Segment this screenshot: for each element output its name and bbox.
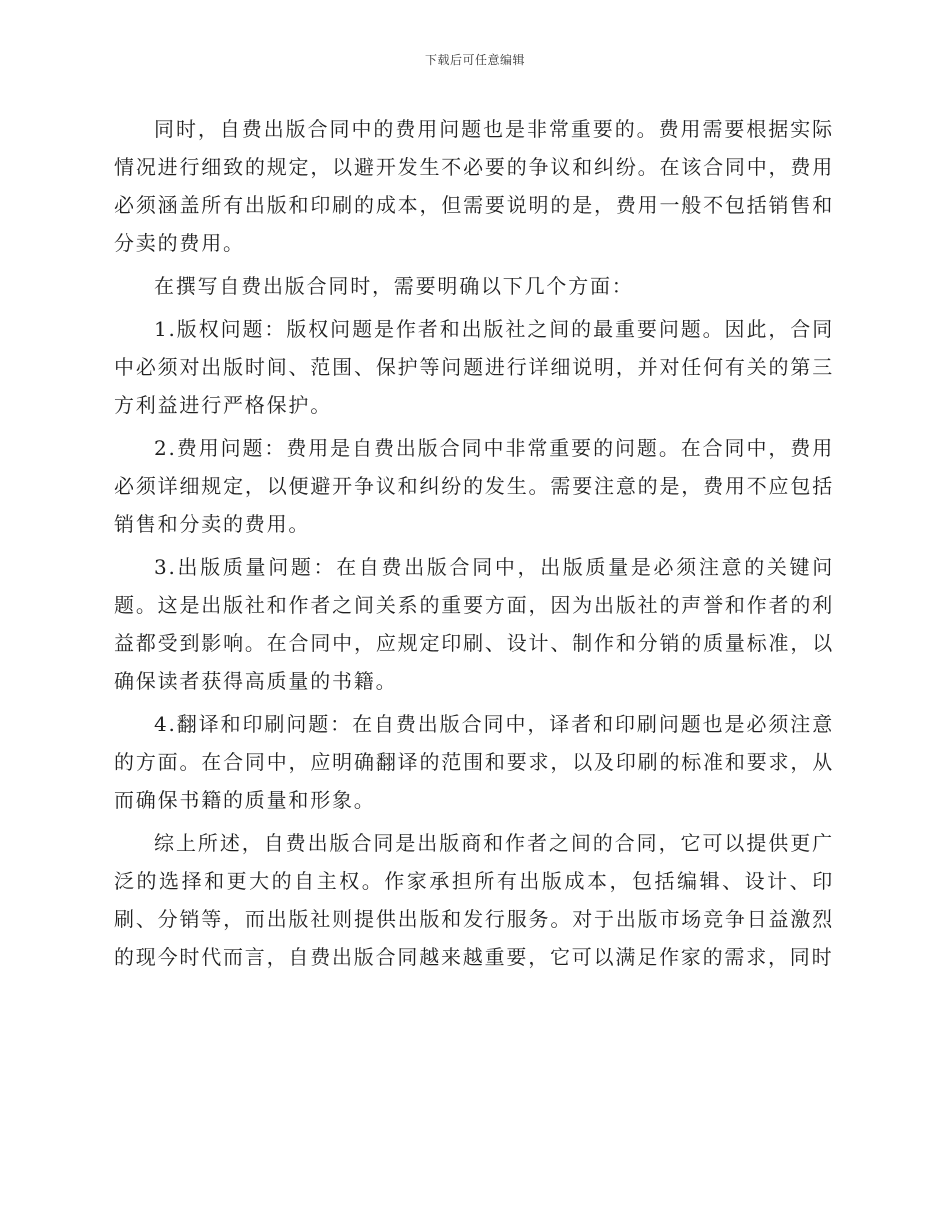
paragraph-fees: 2.费用问题：费用是自费出版合同中非常重要的问题。在合同中，费用必须详细规定，以便避开争议和纠纷的发生。需要注意的是，费用不应包括销售和分卖的费用。 xyxy=(114,436,834,536)
paragraph-aspects-intro: 在撰写自费出版合同时，需要明确以下几个方面： xyxy=(154,274,634,298)
document-body xyxy=(114,110,834,981)
paragraph-translation-printing: 4.翻译和印刷问题：在自费出版合同中，译者和印刷问题也是必须注意的方面。在合同中，应明确翻译的范围和要求，以及印刷的标准和要求，从而确保书籍的质量和形象。 xyxy=(114,712,834,812)
paragraph-copyright: 1.版权问题：版权问题是作者和出版社之间的最重要问题。因此，合同中必须对出版时间、范围、保护等问题进行详细说明，并对任何有关的第三方利益进行严格保护。 xyxy=(114,317,834,417)
paragraph-summary: 综上所述，自费出版合同是出版商和作者之间的合同，它可以提供更广泛的选择和更大的自主权。作家承担所有出版成本，包括编辑、设计、印刷、分销等，而出版社则提供出版和发行服务。对于出版市场竞争日益激烈的现今时代而言，自费出版合同越来越重要，它可以满足作家的需求，同时 xyxy=(114,831,834,969)
page-header: 下载后可任意编辑 xyxy=(424,53,525,67)
paragraph-fees-importance: 同时，自费出版合同中的费用问题也是非常重要的。费用需要根据实际情况进行细致的规定，以避开发生不必要的争议和纠纷。在该合同中，费用必须涵盖所有出版和印刷的成本，但需要说明的是，费用一般不包括销售和分卖的费用。 xyxy=(114,117,834,255)
paragraph-publishing-quality: 3.出版质量问题：在自费出版合同中，出版质量是必须注意的关键问题。这是出版社和作者之间关系的重要方面，因为出版社的声誉和作者的利益都受到影响。在合同中，应规定印刷、设计、制作和分销的质量标准，以确保读者获得高质量的书籍。 xyxy=(114,555,834,693)
